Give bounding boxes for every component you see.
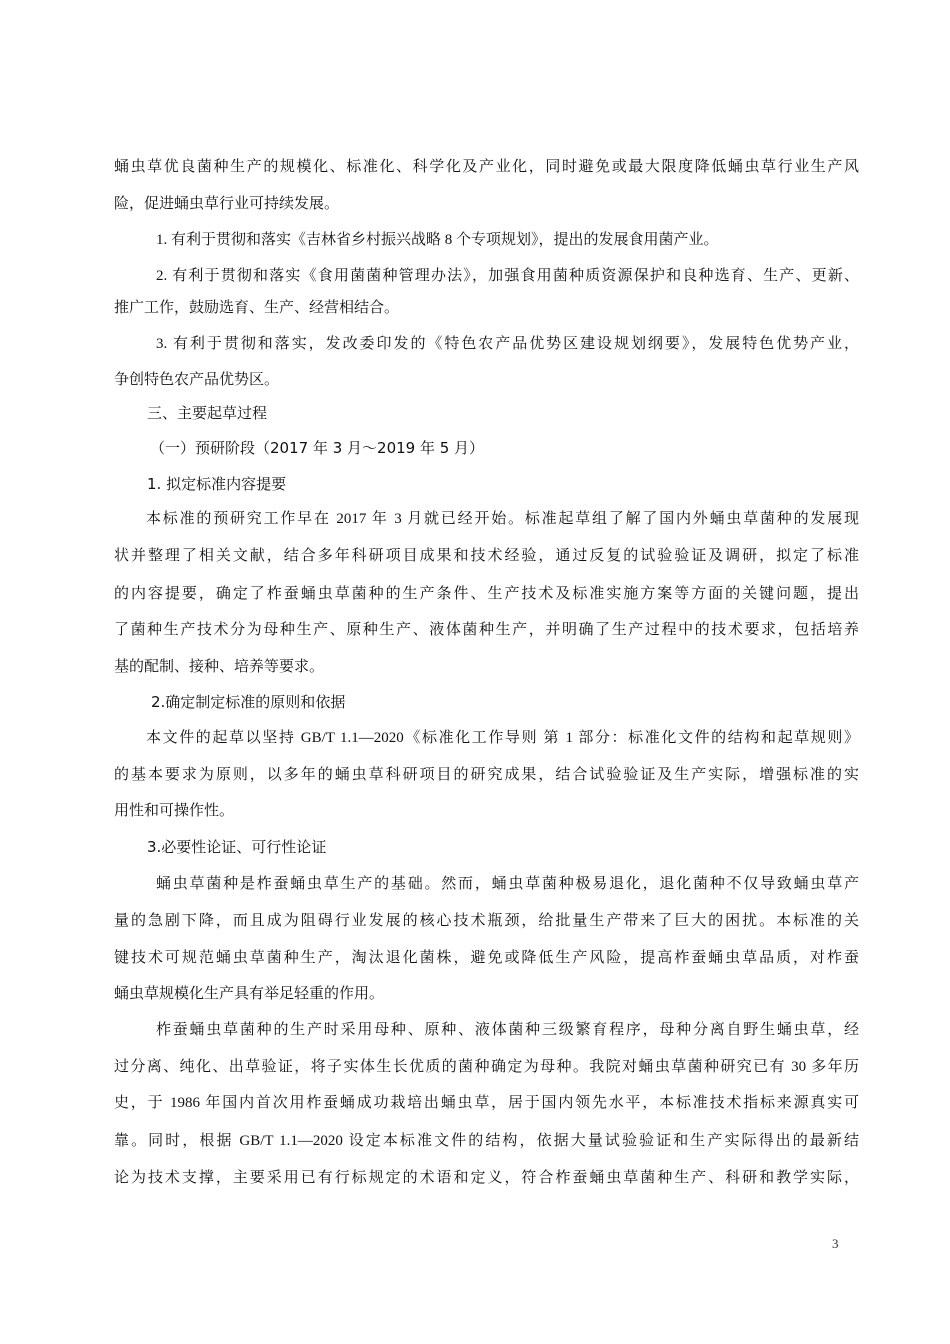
paragraph-line: 本标准的预研究工作早在 2017 年 3 月就已经开始。标准起草组了解了国内外蛹虫草菌种的发展现 [146, 511, 859, 527]
list-item-2: 2. 有利于贯彻和落实《食用菌菌种管理办法》，加强食用菌种质资源保护和良种选育、生产、更新、 [156, 268, 859, 284]
section-heading: 三、主要起草过程 [147, 404, 268, 422]
paragraph-line: 的基本要求为原则，以多年的蛹虫草科研项目的研究成果，结合试验验证及生产实际，增强标准的实 [114, 767, 859, 783]
paragraph-line: 本文件的起草以坚持 GB/T 1.1—2020《标准化工作导则 第 1 部分：标准化文件的结构和起草规则》 [146, 730, 859, 746]
paragraph-line: 过分离、纯化、出草验证，将子实体生长优质的菌种确定为母种。我院对蛹虫草菌种研究已有 30 多年历 [114, 1059, 859, 1075]
item-heading-1: 1. 拟定标准内容提要 [147, 475, 287, 493]
list-item-1: 1. 有利于贯彻和落实《吉林省乡村振兴战略 8 个专项规划》，提出的发展食用菌产业。 [156, 232, 719, 248]
paragraph-line: 的内容提要，确定了柞蚕蛹虫草菌种的生产条件、生产技术及标准实施方案等方面的关键问题，提出 [114, 586, 859, 602]
paragraph-line: 了菌种生产技术分为母种生产、原种生产、液体菌种生产，并明确了生产过程中的技术要求，包括培养 [114, 622, 859, 638]
paragraph-line: 险，促进蛹虫草行业可持续发展。 [114, 196, 340, 212]
paragraph-line: 史，于 1986 年国内首次用柞蚕蛹成功栽培出蛹虫草，居于国内领先水平，本标准技术指标来源真实可 [114, 1095, 859, 1111]
subsection-heading: （一）预研阶段（2017 年 3 月～2019 年 5 月） [150, 439, 485, 457]
paragraph-line: 争创特色农产品优势区。 [114, 372, 280, 388]
paragraph-line: 推广工作，鼓励选育、生产、经营相结合。 [114, 300, 400, 316]
page-number: 3 [832, 1236, 839, 1251]
paragraph-line: 键技术可规范蛹虫草菌种生产，淘汰退化菌株，避免或降低生产风险，提高柞蚕蛹虫草品质，对柞蚕 [114, 950, 859, 966]
paragraph-line: 用性和可操作性。 [114, 803, 235, 819]
item-heading-2: 2.确定制定标准的原则和依据 [151, 693, 346, 711]
list-item-3: 3. 有利于贯彻和落实，发改委印发的《特色农产品优势区建设规划纲要》，发展特色优势产业， [156, 336, 859, 352]
paragraph-line: 量的急剧下降，而且成为阻碍行业发展的核心技术瓶颈，给批量生产带来了巨大的困扰。本标准的关 [114, 913, 859, 929]
paragraph-line: 论为技术支撑，主要采用已有行标规定的术语和定义，符合柞蚕蛹虫草菌种生产、科研和教学实际， [114, 1170, 859, 1186]
paragraph-line: 状并整理了相关文献，结合多年科研项目成果和技术经验，通过反复的试验验证及调研，拟定了标准 [114, 548, 859, 564]
paragraph-line: 蛹虫草菌种是柞蚕蛹虫草生产的基础。然而，蛹虫草菌种极易退化，退化菌种不仅导致蛹虫草产 [156, 876, 859, 892]
paragraph-line: 基的配制、接种、培养等要求。 [114, 659, 325, 675]
paragraph-line: 靠。同时，根据 GB/T 1.1—2020 设定本标准文件的结构，依据大量试验验证和生产实际得出的最新结 [114, 1133, 859, 1149]
paragraph-line: 蛹虫草优良菌种生产的规模化、标准化、科学化及产业化，同时避免或最大限度降低蛹虫草行业生产风 [114, 159, 859, 175]
paragraph-line: 蛹虫草规模化生产具有举足轻重的作用。 [114, 986, 385, 1002]
paragraph-line: 柞蚕蛹虫草菌种的生产时采用母种、原种、液体菌种三级繁育程序，母种分离自野生蛹虫草，经 [156, 1022, 859, 1038]
item-heading-3: 3.必要性论证、可行性论证 [147, 838, 327, 856]
